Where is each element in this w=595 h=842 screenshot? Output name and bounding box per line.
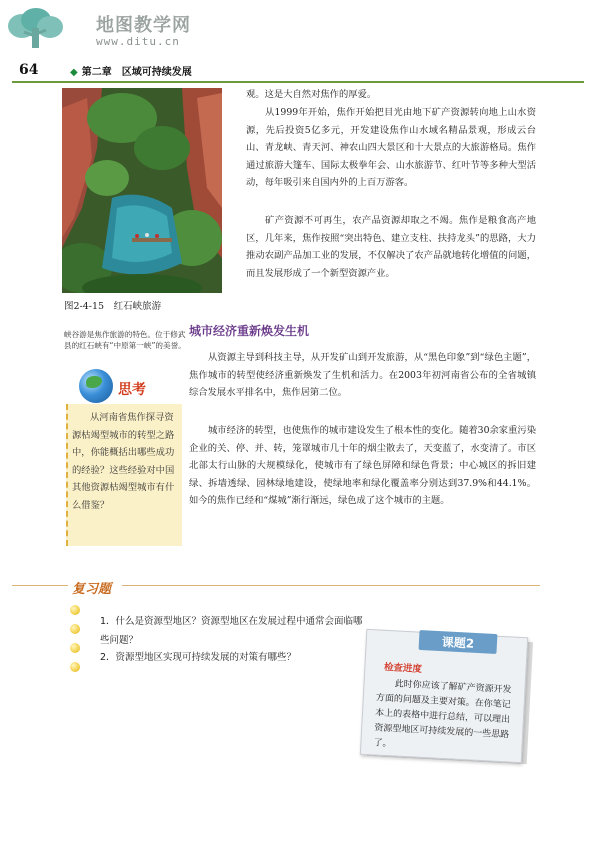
watermark-url: www.ditu.cn xyxy=(96,35,180,48)
bullet-icon xyxy=(70,624,80,634)
watermark-site-name: 地图教学网 xyxy=(96,15,191,36)
chapter-heading xyxy=(70,63,192,78)
header-rule xyxy=(12,81,584,83)
body-paragraph-4: 从资源主导到科技主导，从开发矿山到开发旅游，从“黑色印象”到“绿色主题”，焦作城市的转型使经济重新焕发了生机和活力。在2003年初河南省公布的全省城镇综合发展水平排名中，焦作居第二位。 xyxy=(189,352,536,399)
red-stone-gorge-photo xyxy=(62,88,222,293)
bullet-icon xyxy=(70,605,80,615)
body-paragraph-2: 从1999年开始，焦作开始把目光由地下矿产资源转向地上山水资源，先后投资5亿多元，开发建设焦作山水域名精品景观，形成云台山、青龙峡、青天河、神农山四大景区和十大景点的大旅游格局。焦作通过旅游大篷车、国际太极拳年会、山水旅游节、红叶节等多种大型活动，每年吸引来自国内外的上百万游客。 xyxy=(246,107,536,189)
review-title: 复习题 xyxy=(72,582,112,597)
body-paragraph-3: 矿产资源不可再生，农产品资源却取之不竭。焦作是粮食高产地区，几年来，焦作按照“突出特色、建立支柱、扶持龙头”的思路，大力推动农副产品加工业的发展，不仅解决了农产品就地转化增值的问题，而且发展形成了一个新型资源产业。 xyxy=(246,215,536,279)
task-card-text: 此时你应该了解矿产资源开发方面的问题及主要对策。在你笔记本上的表格中进行总结，可以理出资源型地区可持续发展的一些思路了。 xyxy=(373,679,512,750)
section-title: 城市经济重新焕发生机 xyxy=(189,324,310,338)
review-question-1: 1．什么是资源型地区？资源型地区在发展过程中通常会面临哪些问题？ xyxy=(100,616,363,646)
task-card-tab-label: 课题2 xyxy=(441,635,475,651)
think-text: 从河南省焦作探寻资源枯竭型城市的转型之路中，你能概括出哪些成功的经验？这些经验对中国其他资源枯竭型城市有什么借鉴？ xyxy=(72,412,175,511)
review-question-2: 2．资源型地区实现可持续发展的对策有哪些？ xyxy=(100,652,297,663)
page-number: 64 xyxy=(19,62,39,78)
review-rule-left xyxy=(12,585,68,586)
body-paragraph-1: 观。这是大自然对焦作的厚爱。 xyxy=(246,89,377,100)
diamond-icon: ◆ xyxy=(70,67,78,78)
body-paragraph-5: 城市经济的转型，也使焦作的城市建设发生了根本性的变化。随着30余家重污染企业的关、停、并、转，笼罩城市几十年的烟尘散去了，天变蓝了，水变清了。市区北部太行山脉的大规模绿化，使城市有了绿色屏障和绿色背景；中心城区的拆旧建绿、拆墙透绿、园林绿地建设，使绿地率和绿化覆盖率分别达到37.9%和44.1%。如今的焦作已经和“煤城”渐行渐远，绿色成了这个城市的主题。 xyxy=(189,425,536,507)
chapter-label: 第二章 区域可持续发展 xyxy=(81,67,192,78)
ditu-tree-logo-icon xyxy=(6,6,64,52)
bullet-icon xyxy=(70,662,80,672)
review-rule-right xyxy=(122,585,540,586)
think-title: 思考 xyxy=(118,382,146,398)
task-card-subtitle: 检查进度 xyxy=(383,662,423,675)
bullet-icon xyxy=(70,643,80,653)
figure-caption-title: 图2-4-15 红石峡旅游 xyxy=(64,301,162,312)
figure-caption-body: 峡谷游是焦作旅游的特色。位于修武县的红石峡有“中原第一峡”的美誉。 xyxy=(64,330,186,350)
